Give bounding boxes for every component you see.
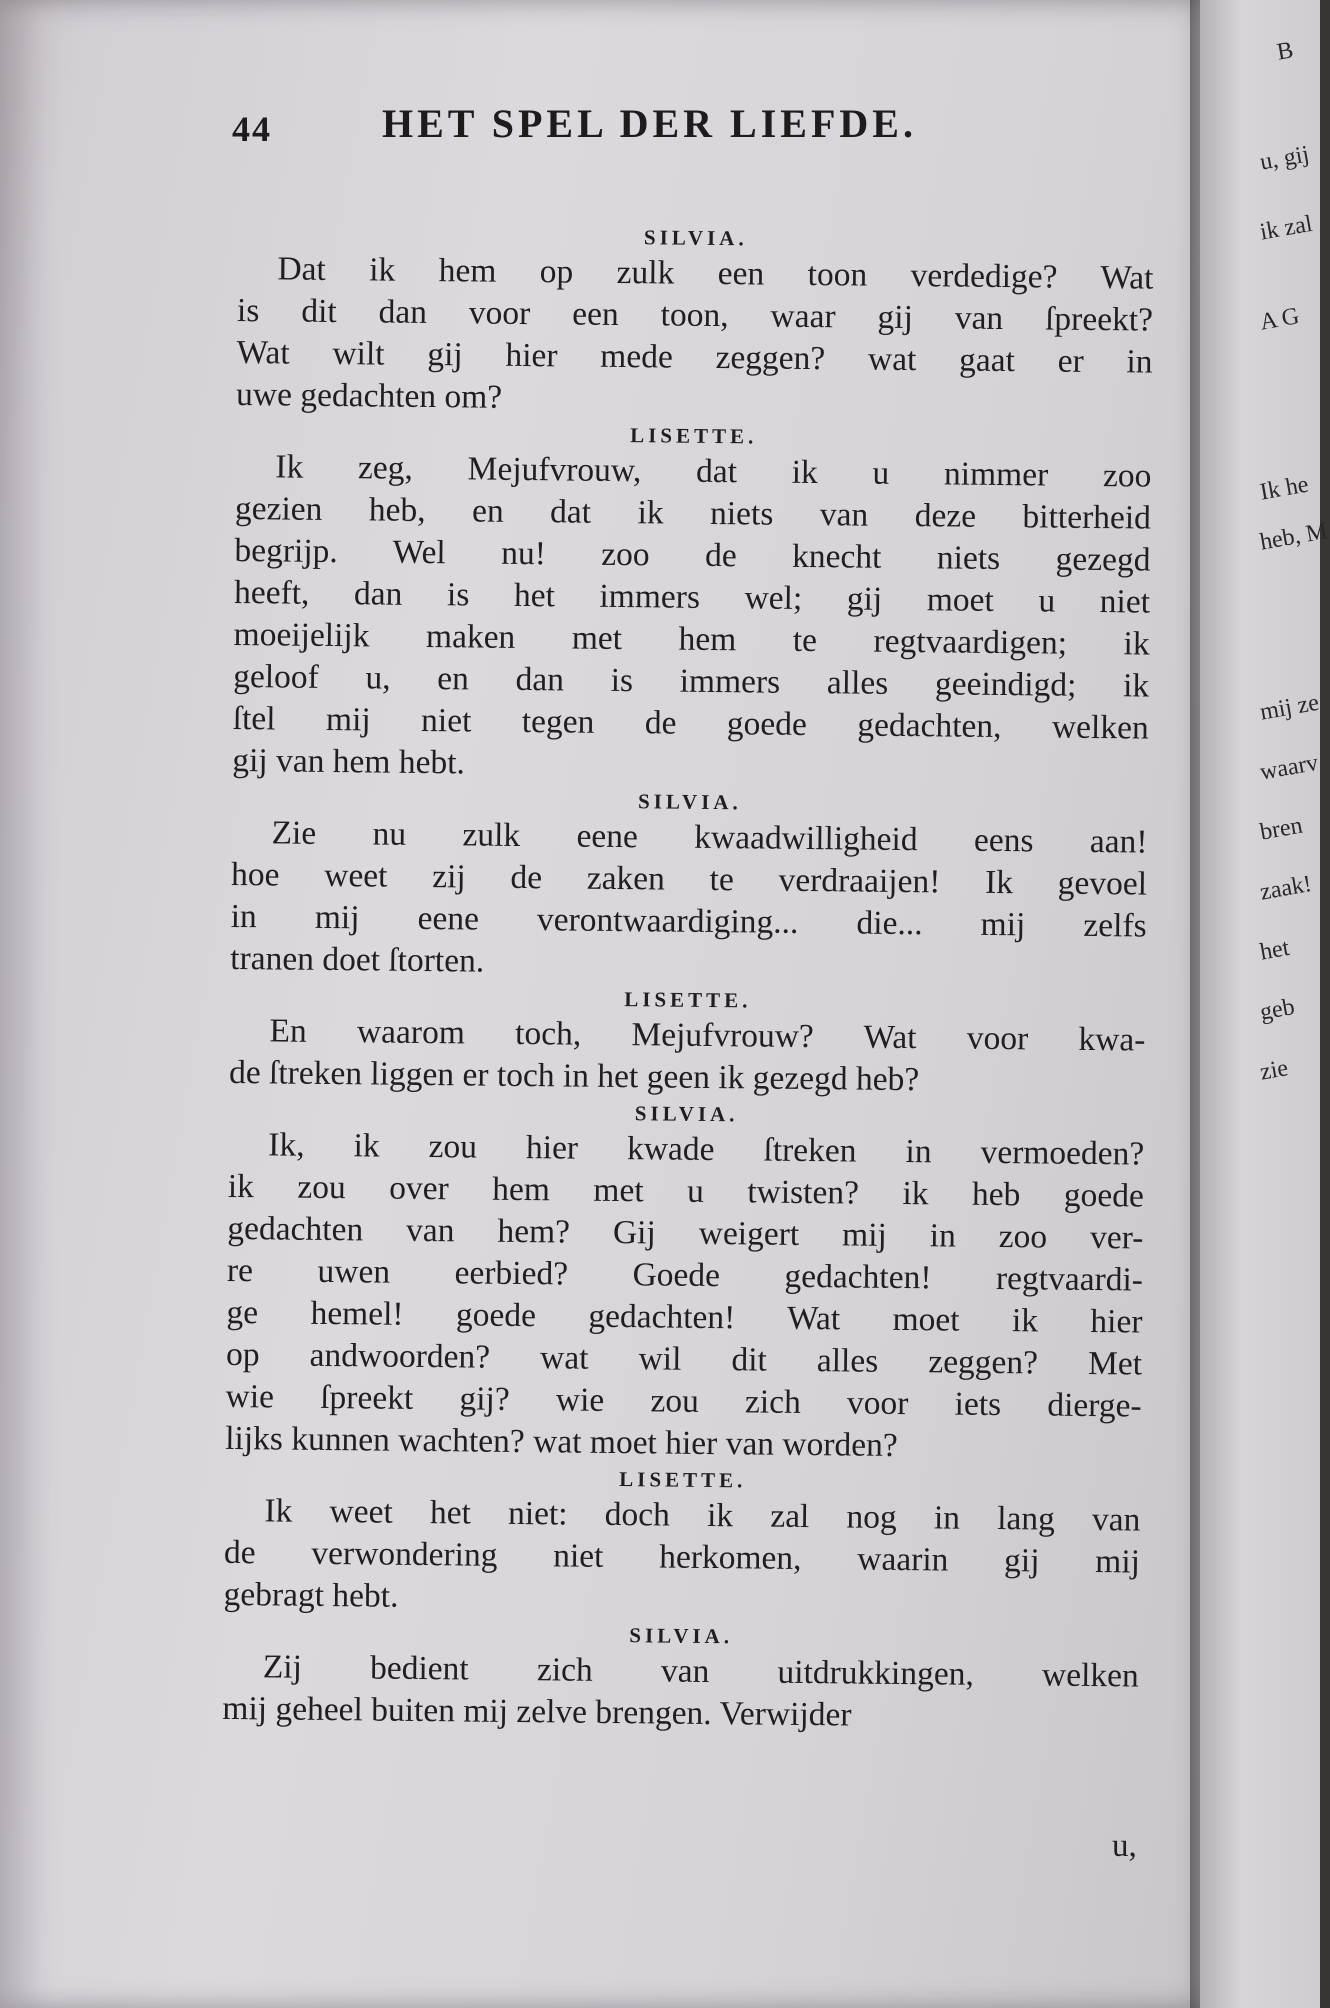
speaker-name: SILVIA. xyxy=(637,789,742,815)
facing-page-fragment: zie xyxy=(1258,1055,1291,1086)
facing-page-fragment: mij ze xyxy=(1258,689,1321,726)
speech-line: ſtel mij niet tegen de goede gedachten, welken xyxy=(232,699,1149,747)
speech-line: Zij bedient zich van uitdrukkingen, welken xyxy=(262,1648,1139,1695)
speech-block xyxy=(223,1490,1140,1626)
speech-line: de ſtreken liggen er toch in het geen ik gezegd heb? xyxy=(228,1053,920,1099)
speaker-name: LISETTE. xyxy=(630,423,758,449)
speaker-name: SILVIA. xyxy=(634,1101,739,1127)
speech-line: heeft, dan is het immers wel; gij moet u niet xyxy=(233,573,1151,621)
facing-page-fragment: B xyxy=(1275,37,1296,66)
speech-line: Ik weet het niet: doch ik zal nog in lang van xyxy=(264,1492,1141,1539)
speech-line: Dat ik hem op zulk een toon verdedige? Wat xyxy=(277,250,1154,297)
speech-line: hoe weet zij de zaken te verdraaijen! Ik gevoel xyxy=(230,855,1148,903)
speech-line: wie ſpreekt gij? wie zou zich voor iets dierge- xyxy=(225,1377,1142,1425)
running-title: HET SPEL DER LIEFDE. xyxy=(382,101,917,146)
speech-block xyxy=(222,1646,1139,1740)
catchword: u, xyxy=(1112,1828,1137,1864)
speech-block xyxy=(225,1124,1144,1470)
speech-block xyxy=(230,812,1148,990)
speech-line: in mij eene verontwaardiging... die... mij zelfs xyxy=(230,897,1147,945)
speech-block xyxy=(232,446,1151,792)
facing-page-fragment: zaak! xyxy=(1258,870,1314,906)
speaker-name: SILVIA. xyxy=(643,225,748,251)
facing-page-fragment: ik zal xyxy=(1258,210,1315,246)
speech-line: gebragt hebt. xyxy=(223,1575,399,1615)
speaker-name: LISETTE. xyxy=(619,1467,747,1493)
speech-block xyxy=(236,248,1154,426)
speech-block xyxy=(229,1010,1146,1104)
speech-line: ik zou over hem met u twisten? ik heb goede xyxy=(227,1167,1145,1215)
facing-page-fragment: A G xyxy=(1258,303,1302,336)
speech-line: geloof u, en dan is immers alles geeindigd; ik xyxy=(233,657,1150,705)
speech-line: re uwen eerbied? Goede gedachten! regtvaardi- xyxy=(226,1251,1144,1299)
speech-line: tranen doet ſtorten. xyxy=(230,939,485,980)
speech-line: Ik, ik zou hier kwade ſtreken in vermoeden? xyxy=(268,1126,1145,1173)
speech-line: mij geheel buiten mij zelve brengen. Verwijder xyxy=(222,1689,852,1734)
speech-line: gezien heb, en dat ik niets van deze bitterheid xyxy=(234,489,1152,537)
facing-page-fragment: Ik he xyxy=(1258,471,1311,506)
speech-line: Ik zeg, Mejufvrouw, dat ik u nimmer zoo xyxy=(275,448,1152,495)
page-number: 44 xyxy=(232,109,272,149)
speech-line: is dit dan voor een toon, waar gij van ſpreekt? xyxy=(236,291,1154,339)
speech-line: ge hemel! goede gedachten! Wat moet ik hier xyxy=(226,1293,1143,1341)
speech-line: En waarom toch, Mejufvrouw? Wat voor kwa- xyxy=(269,1012,1146,1059)
speech-line: gij van hem hebt. xyxy=(232,741,466,782)
facing-page-fragment: bren xyxy=(1258,812,1305,846)
dialogue-text xyxy=(222,218,1154,1740)
speech-line: gedachten van hem? Gij weigert mij in zoo ver- xyxy=(227,1209,1144,1257)
speech-line: Wat wilt gij hier mede zeggen? wat gaat er in xyxy=(236,333,1153,381)
book-page-right-edge xyxy=(1200,0,1330,2008)
speaker-name: SILVIA. xyxy=(629,1623,734,1649)
facing-page-fragment: het xyxy=(1258,934,1292,966)
speech-line: lijks kunnen wachten? wat moet hier van worden? xyxy=(225,1419,898,1464)
facing-page-fragment: heb, M xyxy=(1258,518,1330,556)
facing-page-fragment: geb xyxy=(1258,993,1297,1026)
speech-line: Zie nu zulk eene kwaadwilligheid eens aan! xyxy=(271,814,1148,861)
speech-line: moeijelijk maken met hem te regtvaardigen; ik xyxy=(233,615,1150,663)
speech-line: uwe gedachten om? xyxy=(235,375,503,416)
speech-line: de verwondering niet herkomen, waarin gij mij xyxy=(223,1533,1141,1581)
facing-page-fragment: waarv xyxy=(1258,749,1321,786)
speech-line: begrijp. Wel nu! zoo de knecht niets gezegd xyxy=(234,531,1151,579)
speech-line: op andwoorden? wat wil dit alles zeggen? Met xyxy=(225,1335,1143,1383)
speaker-name: LISETTE. xyxy=(624,987,752,1013)
facing-page-fragment: u, gij xyxy=(1258,141,1312,176)
